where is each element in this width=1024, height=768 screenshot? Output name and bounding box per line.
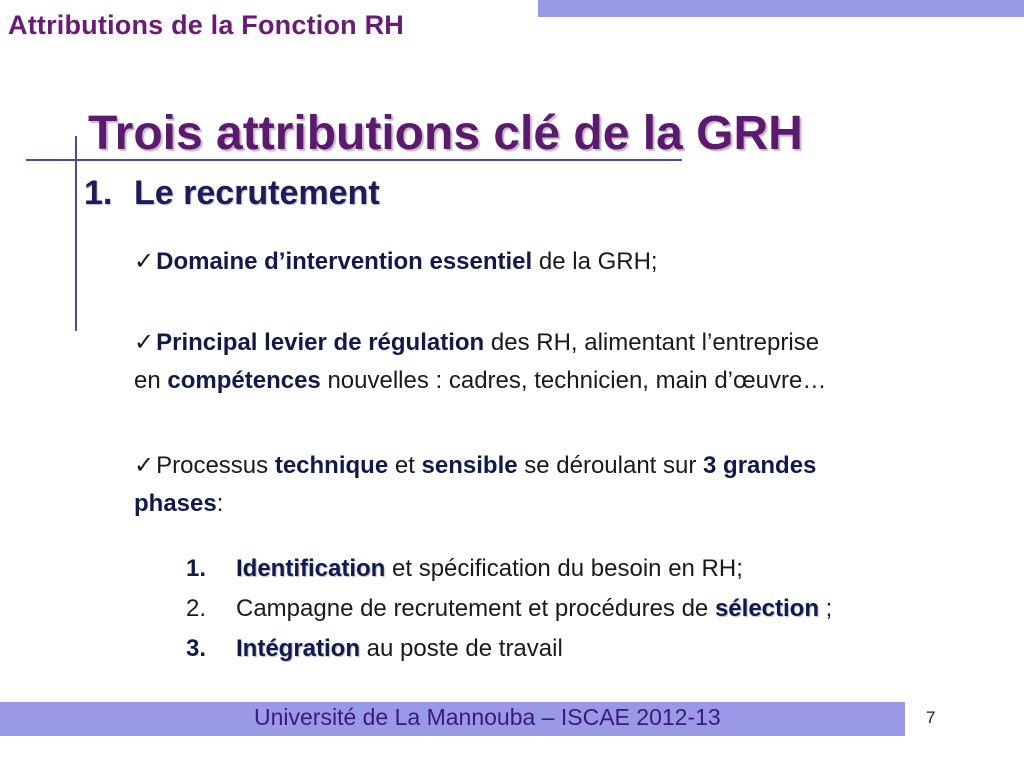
bullet-bold-text: technique bbox=[274, 452, 389, 479]
bullet-text: Processus bbox=[156, 452, 275, 479]
phase-text: au poste de travail bbox=[360, 635, 563, 662]
phase-highlight: Intégration bbox=[236, 635, 360, 662]
checkmark-icon: ✓ bbox=[134, 329, 155, 356]
slide-title: Trois attributions clé de la GRH bbox=[88, 107, 803, 160]
footer-text: Université de La Mannouba – ISCAE 2012-13 bbox=[254, 704, 721, 730]
checkmark-icon: ✓ bbox=[134, 452, 155, 479]
phase-number: 1. bbox=[186, 555, 207, 582]
bullet-line-2 bbox=[134, 362, 826, 400]
section-heading bbox=[84, 174, 380, 213]
bullet-text: : bbox=[216, 490, 224, 517]
bullet-line-1 bbox=[134, 447, 816, 485]
phase-text: ; bbox=[819, 595, 833, 622]
bullet-bold-text: sensible bbox=[421, 452, 518, 479]
bullet-bold-text: Domaine d’intervention essentiel bbox=[156, 248, 533, 275]
bullet-text: se déroulant sur bbox=[517, 452, 704, 479]
phase-highlight: Identification bbox=[236, 555, 386, 582]
bullet-processus bbox=[134, 447, 816, 523]
bullet-text: et bbox=[388, 452, 422, 479]
vertical-divider bbox=[75, 136, 77, 331]
phase-number: 3. bbox=[186, 635, 207, 662]
phase-text: Campagne de recrutement et procédures de bbox=[236, 595, 715, 622]
header-title: Attributions de la Fonction RH bbox=[8, 10, 404, 40]
page-number: 7 bbox=[926, 708, 936, 727]
bullet-text: nouvelles : cadres, technicien, main d’œuvre… bbox=[320, 367, 827, 394]
bullet-text: de la GRH; bbox=[532, 248, 658, 275]
phase-number: 2. bbox=[186, 595, 207, 622]
header-accent-bar bbox=[538, 0, 1024, 17]
phase-item-campagne bbox=[186, 589, 832, 629]
section-heading-text: Le recrutement bbox=[134, 174, 380, 212]
bullet-line-2 bbox=[134, 485, 816, 523]
bullet-bold-text: Principal levier de régulation bbox=[156, 329, 485, 356]
phase-item-identification bbox=[186, 549, 832, 589]
section-number: 1. bbox=[84, 174, 113, 212]
bullet-text: en bbox=[134, 367, 168, 394]
bullet-text: des RH, alimentant l’entreprise bbox=[484, 329, 820, 356]
bullet-domaine bbox=[134, 243, 658, 281]
bullet-bold-text: 3 grandes bbox=[703, 452, 817, 479]
phase-list bbox=[186, 549, 832, 669]
checkmark-icon: ✓ bbox=[134, 248, 155, 275]
phase-highlight: sélection bbox=[714, 595, 819, 622]
bullet-bold-text: compétences bbox=[167, 367, 321, 394]
phase-item-integration bbox=[186, 629, 832, 669]
bullet-bold-text: phases bbox=[134, 490, 217, 517]
bullet-line-1 bbox=[134, 324, 826, 362]
phase-text: et spécification du besoin en RH; bbox=[385, 555, 743, 582]
bullet-levier bbox=[134, 324, 826, 400]
